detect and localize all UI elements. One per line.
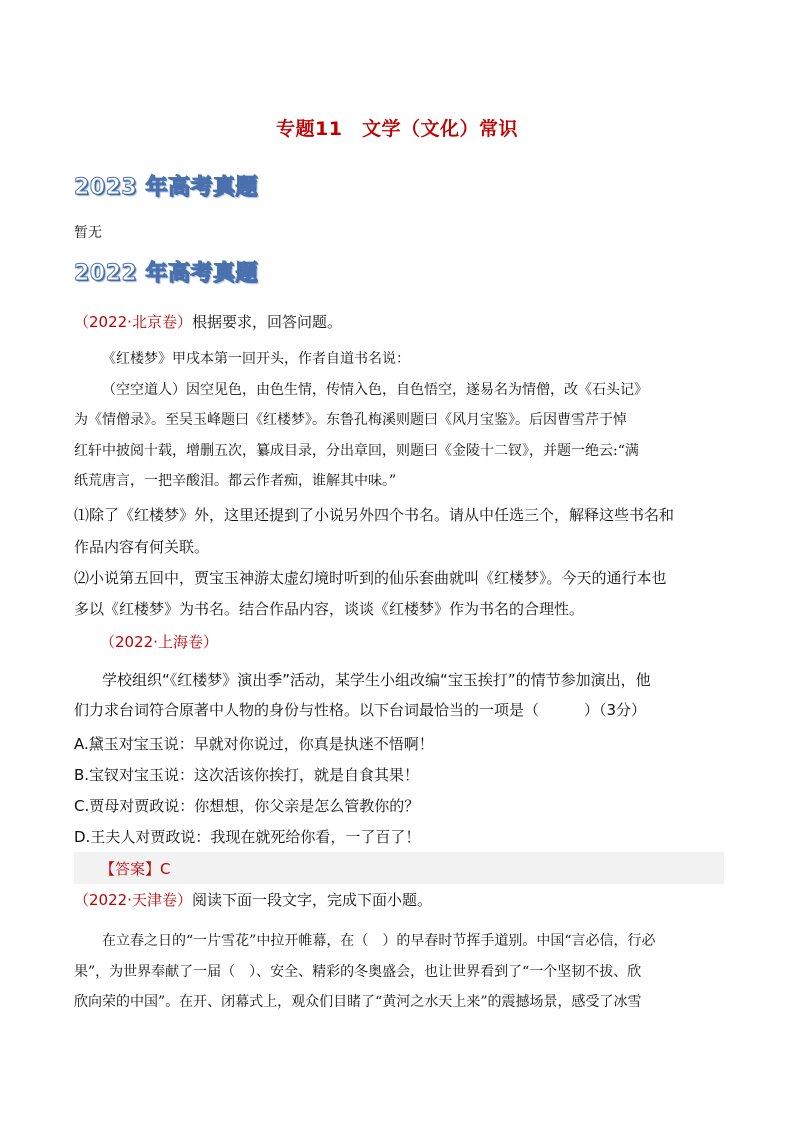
question-stem-line: 学校组织“《红楼梦》演出季”活动，某学生小组改编“宝玉挨打”的情节参加演出，他 xyxy=(102,671,651,689)
question-source: （2022·天津卷） xyxy=(74,891,192,909)
sub-question-line: ⑴除了《红楼梦》外，这里还提到了小说另外四个书名。请从中任选三个，解释这些书名和 xyxy=(74,506,675,524)
question-3-header xyxy=(74,890,724,910)
option-b: B.宝钗对宝玉说：这次活该你挨打，就是自食其果！ xyxy=(74,766,420,784)
answer-bar xyxy=(74,852,724,884)
passage-line: （空空道人）因空见色，由色生情，传情入色，自色悟空，遂易名为情僧，改《石头记》 xyxy=(102,382,648,398)
section-heading-2023: 2023 年高考真题 xyxy=(74,175,258,200)
sub-question-line: 多以《红楼梦》为书名。结合作品内容，谈谈《红楼梦》作为书名的合理性。 xyxy=(74,600,585,618)
passage-line: 果”，为世界奉献了一届（ ）、安全、精彩的冬奥盛会，也让世界看到了“一个坚韧不拔、欣 xyxy=(74,964,642,980)
question-1-header xyxy=(74,312,724,332)
page-title: 专题11 文学（文化）常识 xyxy=(276,118,518,140)
section-heading-2022: 2022 年高考真题 xyxy=(74,261,258,286)
answer-value: C xyxy=(160,860,171,878)
passage-line: 在立春之日的“一片雪花”中拉开帷幕，在（ ）的早春时节挥手道别。中国“言必信，行必 xyxy=(102,933,656,949)
question-prompt: 阅读下面一段文字，完成下面小题。 xyxy=(191,891,432,909)
question-prompt: 根据要求，回答问题。 xyxy=(191,313,342,331)
sub-question-line: 作品内容有何关联。 xyxy=(74,538,210,556)
answer xyxy=(100,858,171,879)
passage-line: 为《情僧录》。至吴玉峰题曰《红楼梦》。东鲁孔梅溪则题曰《风月宝鉴》。后因曹雪芹于悼 xyxy=(74,412,627,428)
option-c: C.贾母对贾政说：你想想，你父亲是怎么管教你的？ xyxy=(74,797,420,815)
option-d: D.王夫人对贾政说：我现在就死给你看，一了百了！ xyxy=(74,828,421,846)
section-empty-note: 暂无 xyxy=(74,225,102,241)
sub-question-line: ⑵小说第五回中，贾宝玉神游太虚幻境时听到的仙乐套曲就叫《红楼梦》。今天的通行本也 xyxy=(74,569,667,587)
question-source: （2022·北京卷） xyxy=(74,313,192,331)
passage-line: 欣向荣的中国”。在开、闭幕式上，观众们目睹了“黄河之水天上来”的震撼场景，感受了冰雪 xyxy=(74,994,642,1010)
passage-line: 纸荒唐言，一把辛酸泪。都云作者痴，谁解其中味。” xyxy=(74,473,397,489)
passage-line: 红轩中披阅十载，增删五次，纂成目录，分出章回，则题曰《金陵十二钗》，并题一绝云:“满 xyxy=(74,443,639,459)
passage-line: 《红楼梦》甲戌本第一回开头，作者自道书名说： xyxy=(102,351,410,367)
question-2-source: （2022·上海卷） xyxy=(100,633,218,651)
option-a: A.黛玉对宝玉说：早就对你说过，你真是执迷不悟啊！ xyxy=(74,735,434,753)
answer-label: 【答案】 xyxy=(100,860,161,878)
question-stem-line: 们力求台词符合原著中人物的身份与性格。以下台词最恰当的一项是（ ）（3分） xyxy=(74,701,647,719)
